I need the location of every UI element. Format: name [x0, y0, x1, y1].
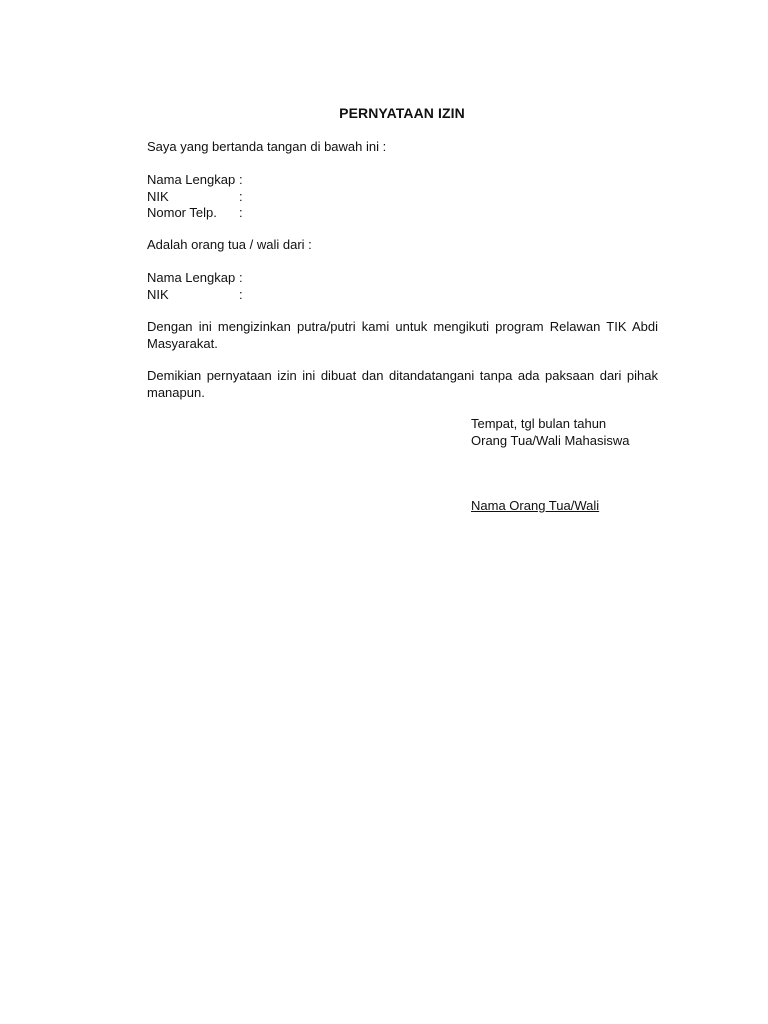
field-colon: :: [239, 205, 243, 220]
field-label: NIK: [147, 188, 169, 204]
signature-role: Orang Tua/Wali Mahasiswa: [471, 433, 630, 448]
field-row: [147, 172, 658, 189]
guardian-intro: Adalah orang tua / wali dari :: [147, 237, 312, 252]
field-label: NIK: [147, 286, 169, 302]
field-row: [147, 205, 658, 222]
field-label: Nama Lengkap: [147, 172, 236, 187]
field-row: [147, 189, 658, 206]
student-fields: [147, 270, 658, 303]
field-row: [147, 270, 658, 287]
field-colon: :: [239, 286, 243, 302]
signature-name: Nama Orang Tua/Wali: [471, 498, 600, 513]
parent-fields: [147, 172, 658, 222]
field-colon: :: [239, 188, 243, 204]
permission-paragraph: Dengan ini mengizinkan putra/putri kami untuk mengikuti program Relawan TIK Abdi Masyarakat.: [147, 319, 658, 351]
field-colon: :: [239, 270, 243, 285]
statement-paragraph: Demikian pernyataan izin ini dibuat dan ditandatangani tanpa ada paksaan dari pihak manapun.: [147, 368, 658, 400]
document-title: PERNYATAAN IZIN: [339, 105, 465, 121]
field-label: Nomor Telp.: [147, 205, 217, 220]
field-label: Nama Lengkap: [147, 270, 236, 285]
intro-text: Saya yang bertanda tangan di bawah ini :: [147, 139, 387, 154]
field-row: [147, 287, 658, 304]
signature-place-date: Tempat, tgl bulan tahun: [471, 416, 607, 431]
field-colon: :: [239, 172, 243, 187]
